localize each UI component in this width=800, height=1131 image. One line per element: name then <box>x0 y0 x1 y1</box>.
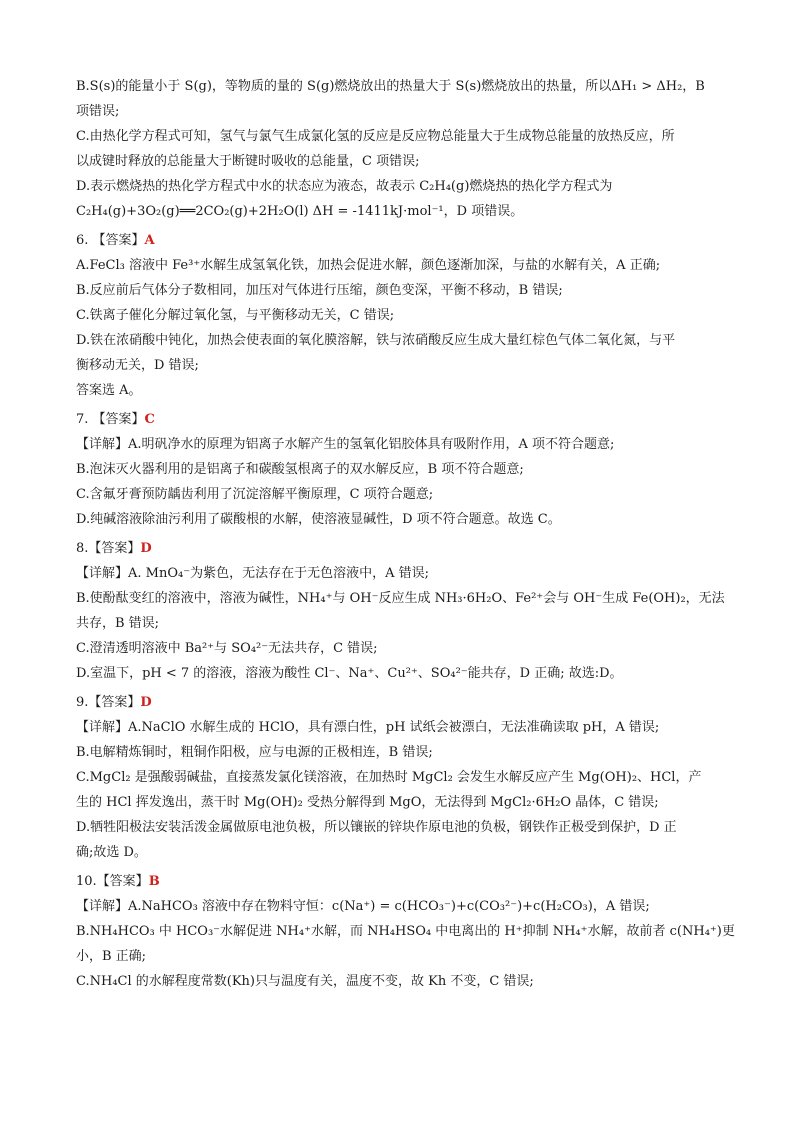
text-line: A.FeCl₃ 溶液中 Fe³⁺水解生成氢氧化铁，加热会促进水解，颜色逐渐加深，与盐的水解有关，A 正确; <box>76 258 661 273</box>
text-line: B.泡沫灭火器利用的是铝离子和碳酸氢根离子的双水解反应，B 项不符合题意; <box>76 462 524 477</box>
answer-label: 10.【答案】 <box>76 874 149 889</box>
text-line: C.含氟牙膏预防龋齿利用了沉淀溶解平衡原理，C 项符合题意; <box>76 487 434 502</box>
text-line: D.室温下，pH < 7 的溶液，溶液为酸性 Cl⁻、Na⁺、Cu²⁺、SO₄²⁻能共存，D 正确; 故选:D。 <box>76 666 623 681</box>
text-line: B.NH₄HCO₃ 中 HCO₃⁻水解促进 NH₄⁺水解，而 NH₄HSO₄ 中电离出的 H⁺抑制 NH₄⁺水解，故前者 c(NH₄⁺)更 <box>76 924 735 939</box>
answer-label: 8.【答案】 <box>76 541 141 556</box>
answer-label: 9.【答案】 <box>76 695 141 710</box>
text-line: 以成键时释放的总能量大于断键时吸收的总能量，C 项错误; <box>76 154 420 169</box>
text-line: D.表示燃烧热的热化学方程式中水的状态应为液态，故表示 C₂H₄(g)燃烧热的热化学方程式为 <box>76 179 613 194</box>
text-line: B.使酚酞变红的溶液中，溶液为碱性，NH₄⁺与 OH⁻反应生成 NH₃·6H₂O、Fe²⁺会与 OH⁻生成 Fe(OH)₂，无法 <box>76 591 725 606</box>
answer-label: 7. 【答案】 <box>76 412 145 427</box>
text-line: B.S(s)的能量小于 S(g)，等物质的量的 S(g)燃烧放出的热量大于 S(s)燃烧放出的热量，所以ΔH₁ > ΔH₂，B <box>76 79 705 94</box>
text-line: 【详解】A.NaClO 水解生成的 HClO，具有漂白性，pH 试纸会被漂白，无法准确读取 pH，A 错误; <box>76 720 660 735</box>
text-line: B.反应前后气体分子数相同，加压对气体进行压缩，颜色变深，平衡不移动，B 错误; <box>76 283 563 298</box>
answer-choice: B <box>148 874 160 889</box>
answer-choice: A <box>144 233 155 248</box>
question-answer-heading <box>76 869 736 894</box>
text-line: 确;故选 D。 <box>76 845 147 860</box>
text-line: C.由热化学方程式可知，氢气与氯气生成氯化氢的反应是反应物总能量大于生成物总能量的放热反应，所 <box>76 129 675 144</box>
document-body <box>76 74 736 994</box>
text-line: C.铁离子催化分解过氧化氢，与平衡移动无关，C 错误; <box>76 308 395 323</box>
text-line: D.纯碱溶液除油污利用了碳酸根的水解，使溶液显碱性，D 项不符合题意。故选 C。 <box>76 512 561 527</box>
text-line: 【详解】A.NaHCO₃ 溶液中存在物料守恒：c(Na⁺) = c(HCO₃⁻)+c(CO₃²⁻)+c(H₂CO₃)，A 错误; <box>76 899 650 914</box>
text-line: C₂H₄(g)+3O₂(g)══2CO₂(g)+2H₂O(l) ΔH = -1411kJ·mol⁻¹，D 项错误。 <box>76 204 524 219</box>
text-line: 共存，B 错误; <box>76 616 160 631</box>
text-line: 小，B 正确; <box>76 949 147 964</box>
question-answer-heading <box>76 228 736 253</box>
answer-choice: C <box>144 412 155 427</box>
text-line: 衡移动无关，D 错误; <box>76 358 199 373</box>
text-line: 【详解】A.明矾净水的原理为铝离子水解产生的氢氧化铝胶体具有吸附作用，A 项不符合题意; <box>76 437 615 452</box>
text-line: C.MgCl₂ 是强酸弱碱盐，直接蒸发氯化镁溶液，在加热时 MgCl₂ 会发生水解反应产生 Mg(OH)₂、HCl，产 <box>76 770 702 785</box>
text-line: D.牺牲阳极法安装活泼金属做原电池负极，所以镶嵌的锌块作原电池的负极，钢铁作正极受到保护，D 正 <box>76 820 677 835</box>
text-line: 【详解】A. MnO₄⁻为紫色，无法存在于无色溶液中，A 错误; <box>76 566 429 581</box>
question-answer-heading <box>76 690 736 715</box>
text-line: B.电解精炼铜时，粗铜作阳极，应与电源的正极相连，B 错误; <box>76 745 433 760</box>
question-answer-heading <box>76 407 736 432</box>
answer-label: 6. 【答案】 <box>76 233 145 248</box>
text-line: C.澄清透明溶液中 Ba²⁺与 SO₄²⁻无法共存，C 错误; <box>76 641 378 656</box>
question-answer-heading <box>76 536 736 561</box>
text-line: 生的 HCl 挥发逸出，蒸干时 Mg(OH)₂ 受热分解得到 MgO，无法得到 MgCl₂·6H₂O 晶体，C 错误; <box>76 795 659 810</box>
text-line: D.铁在浓硝酸中钝化，加热会使表面的氧化膜溶解，铁与浓硝酸反应生成大量红棕色气体二氧化氮，与平 <box>76 333 676 348</box>
answer-choice: D <box>140 541 152 556</box>
text-line: 项错误; <box>76 104 120 119</box>
text-line: 答案选 A。 <box>76 383 142 398</box>
answer-choice: D <box>140 695 152 710</box>
text-line: C.NH₄Cl 的水解程度常数(Kh)只与温度有关，温度不变，故 Kh 不变，C 错误; <box>76 974 534 989</box>
